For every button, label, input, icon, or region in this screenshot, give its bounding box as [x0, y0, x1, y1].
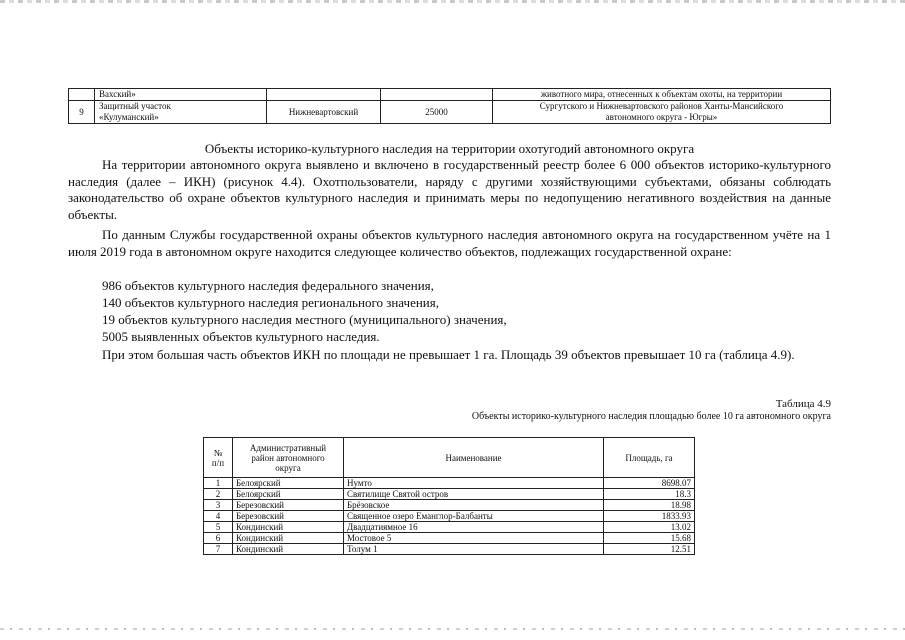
cell-name: Священное озеро Еманглор-Балбанты [344, 511, 604, 522]
paragraph-registry: По данным Службы государственной охраны объектов культурного наследия автономного округа на государственном учёте на 1 июля 2019 года в автономном округе находится следующее количество объектов, подлежащих государственной охране: [68, 227, 831, 259]
cell-district: Белоярский [233, 478, 344, 489]
header-num-line: п/п [211, 457, 225, 468]
cell-area: 1833.93 [604, 511, 695, 522]
cell-name-line: Защитный участок [99, 101, 171, 111]
table-row [204, 500, 695, 511]
header-district-line: округа [275, 462, 301, 473]
header-district-line: Административный [249, 442, 327, 453]
table-row [69, 101, 831, 124]
cell-area [381, 89, 493, 101]
cell-district: Кондинский [233, 533, 344, 544]
table-row [204, 511, 695, 522]
header-num-line: № [213, 447, 223, 458]
table-row [204, 544, 695, 555]
cell-name: Двадцатиямное 16 [344, 522, 604, 533]
continued-hunting-areas-table [68, 88, 831, 124]
list-item-local: 19 объектов культурного наследия местного (муниципального) значения, [102, 312, 507, 327]
header-num [204, 438, 233, 478]
header-name: Наименование [344, 438, 604, 478]
cell-num: 7 [204, 544, 233, 555]
cell-name [95, 101, 267, 124]
cell-num: 9 [69, 101, 95, 124]
cell-area: 15.68 [604, 533, 695, 544]
cell-district: Кондинский [233, 522, 344, 533]
cell-name: Нумто [344, 478, 604, 489]
cell-area: 12.51 [604, 544, 695, 555]
cell-name: Толум 1 [344, 544, 604, 555]
cell-area: 8698.07 [604, 478, 695, 489]
scan-edge-bottom [0, 628, 905, 630]
cell-num [69, 89, 95, 101]
list-item-regional: 140 объектов культурного наследия регионального значения, [102, 295, 439, 310]
table-row [69, 89, 831, 101]
cell-purpose-line: автономного округа - Югры» [605, 112, 718, 122]
cell-num: 1 [204, 478, 233, 489]
cell-num: 4 [204, 511, 233, 522]
cell-num: 2 [204, 489, 233, 500]
table-row [204, 478, 695, 489]
cell-name: Святилище Святой остров [344, 489, 604, 500]
table-title: Объекты историко-культурного наследия площадью более 10 га автономного округа [471, 411, 831, 422]
header-district-line: район автономного [251, 452, 325, 463]
cell-district: Белоярский [233, 489, 344, 500]
cell-name: Вахский» [95, 89, 267, 101]
cell-name-line: «Кулуманский» [99, 112, 159, 122]
cell-num: 6 [204, 533, 233, 544]
paragraph-area: При этом большая часть объектов ИКН по площади не превышает 1 га. Площадь 39 объектов превышает 10 га (таблица 4.9). [102, 347, 795, 362]
cell-name: Мостовое 5 [344, 533, 604, 544]
table-row [204, 533, 695, 544]
cell-area: 18.98 [604, 500, 695, 511]
cell-purpose [493, 101, 831, 124]
cell-district: Березовский [233, 500, 344, 511]
cell-purpose-line: Сургутского и Нижневартовского районов Ханты-Мансийского [539, 101, 784, 111]
cell-district: Нижневартовский [267, 101, 381, 124]
header-area: Площадь, га [604, 438, 695, 478]
cell-district: Березовский [233, 511, 344, 522]
scan-edge-top [0, 0, 905, 3]
heritage-objects-table [203, 437, 695, 555]
table-number: Таблица 4.9 [775, 398, 831, 410]
cell-area: 13.02 [604, 522, 695, 533]
cell-district [267, 89, 381, 101]
cell-num: 5 [204, 522, 233, 533]
cell-purpose: животного мира, отнесенных к объектам охоты, на территории [493, 89, 831, 101]
cell-num: 3 [204, 500, 233, 511]
header-district [233, 438, 344, 478]
list-item-federal: 986 объектов культурного наследия федерального значения, [102, 278, 434, 293]
table-row [204, 522, 695, 533]
section-heading: Объекты историко-культурного наследия на территории охотугодий автономного округа [204, 141, 695, 156]
table-row [204, 489, 695, 500]
cell-district: Кондинский [233, 544, 344, 555]
table-header-row [204, 438, 695, 478]
cell-area: 25000 [381, 101, 493, 124]
paragraph-intro: На территории автономного округа выявлено и включено в государственный реестр более 6 000 объектов историко-культурного наследия (далее – ИКН) (рисунок 4.4). Охотпользователи, наряду с другими хозяйствующими субъектами, обязаны соблюдать законодательство об охране объектов культурного наследия и принимать меры по недопущению негативного воздействия на данные объекты. [68, 157, 831, 222]
cell-name: Брёзовское [344, 500, 604, 511]
list-item-identified: 5005 выявленных объектов культурного наследия. [102, 329, 380, 344]
cell-area: 18.3 [604, 489, 695, 500]
